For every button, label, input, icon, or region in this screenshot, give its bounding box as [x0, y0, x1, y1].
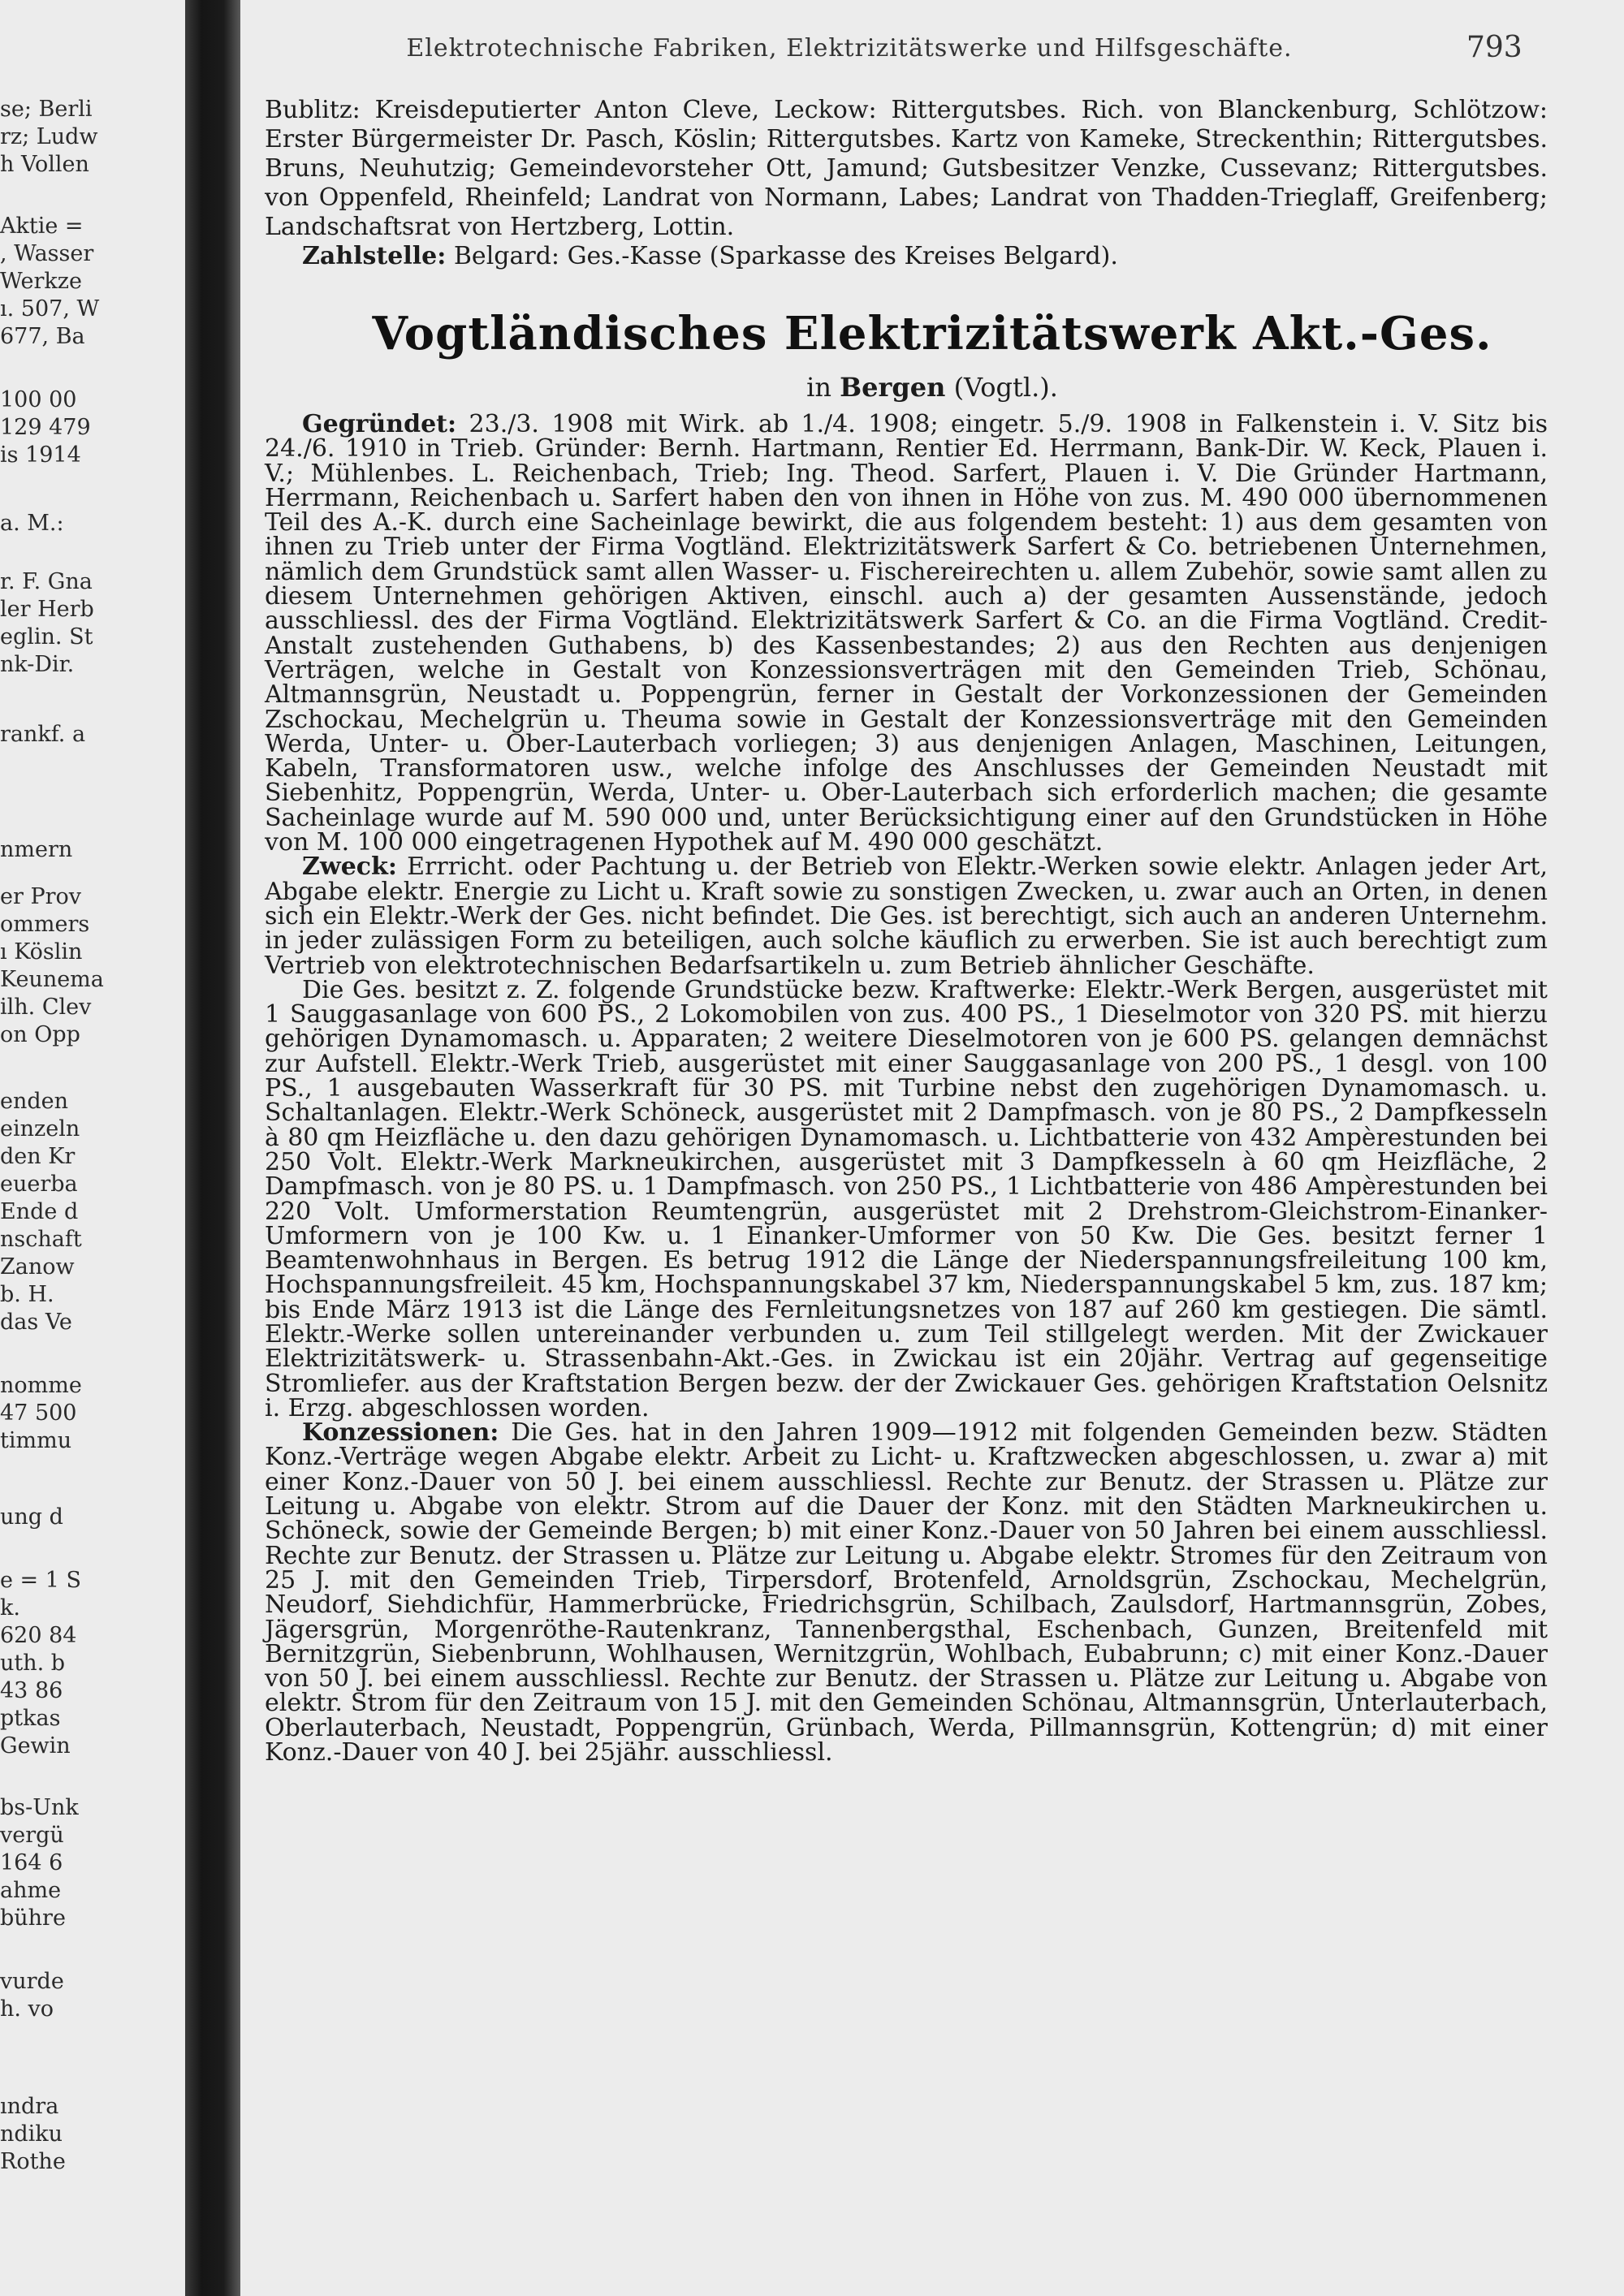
left-page-line: das Ve [0, 1310, 72, 1335]
left-page-line: r. F. Gna [0, 569, 93, 594]
konzessionen-text: Die Ges. hat in den Jahren 1909—1912 mit folgenden Gemeinden bezw. Städten Konz.-Verträge wegen Abgabe elektr. Arbeit zu Licht- u. Kraftzwecken abgeschlossen, u. zwar a) mit einer Konz.-Dauer von 50 J. bei einem ausschliessl. Rechte zur Benutz. der Strassen u. Plätze zur Leitung u. Abgabe von elektr. Strom auf die Dauer der Konz. mit den Städten Markneukirchen u. Schöneck, sowie der Gemeinde Bergen; b) mit einer Konz.-Dauer von 50 Jahren bei einem ausschliessl. Rechte zur Benutz. der Strassen u. Plätze zur Leitung u. Abgabe elektr. Stromes für den Zeitraum von 25 J. mit den Gemeinden Trieb, Tirpersdorf, Brotenfeld, Arnoldsgrün, Zschockau, Mechelgrün, Neudorf, Siehdichfür, Hammerbrücke, Friedrichsgrün, Schilbach, Zaulsdorf, Hartmannsgrün, Zobes, Jägersgrün, Morgenröthe-Rautenkranz, Tannenbergsthal, Eschenbach, Gunzen, Breitenfeld mit Bernitzgrün, Siebenbrunn, Wohlhausen, Wernitzgrün, Wohlbach, Eubabrunn; c) mit einer Konz.-Dauer von 50 J. bei einem ausschliessl. Rechte zur Benutz. der Strassen u. Plätze zur Leitung u. Abgabe von elektr. Strom für den Zeitraum von 15 J. mit den Gemeinden Schönau, Altmannsgrün, Unterlauterbach, Oberlauterbach, Neustadt, Poppengrün, Grünbach, Werda, Pillmannsgrün, Kottengrün; d) mit einer Konz.-Dauer von 40 J. bei 25jähr. ausschliessl. [265, 1418, 1548, 1767]
page-number: 793 [1466, 31, 1522, 64]
left-page-line: ahme [0, 1878, 62, 1903]
left-page-line: ındra [0, 2094, 59, 2119]
section-gegruendet [265, 412, 1548, 855]
left-page-line: vergü [0, 1823, 64, 1848]
location-suffix: (Vogtl.). [953, 372, 1058, 403]
left-page-line: ı. 507, W [0, 296, 100, 322]
left-page-line: on Opp [0, 1022, 80, 1047]
book-gutter [185, 0, 240, 2296]
left-page-line: timmu [0, 1428, 72, 1453]
company-title: Vogtländisches Elektrizitätswerk Akt.-Ges. [372, 307, 1492, 360]
left-page-line: ptkas [0, 1706, 61, 1731]
left-page-line: h. vo [0, 1996, 54, 2022]
left-page-line: ung d [0, 1504, 63, 1530]
left-page-line: rz; Ludw [0, 124, 98, 149]
page [240, 0, 1624, 2296]
left-page-line: Rothe [0, 2149, 66, 2174]
left-page-line: nk-Dir. [0, 652, 75, 677]
left-page-line: is 1914 [0, 442, 81, 468]
left-page-line: enden [0, 1089, 69, 1114]
left-page-line: 43 86 [0, 1678, 63, 1703]
grundstuecke-text: Die Ges. besitzt z. Z. folgende Grundstücke bezw. Kraftwerke: Elektr.-Werk Bergen, ausgerüstet mit 1 Sauggasanlage von 600 PS., 2 Lokomobilen von zus. 400 PS., 1 Dieselmotor von 320 PS. mit hierzu gehörigen Dynamomasch. u. Apparaten; 2 weitere Dieselmotoren von je 600 PS. gelangen demnächst zur Aufstell. Elektr.-Werk Trieb, ausgerüstet mit einer Sauggasanlage von 200 PS., 1 desgl. von 100 PS., 1 ausgebauten Wasserkraft für 30 PS. mit Turbine nebst den zugehörigen Dynamomasch. u. Schaltanlagen. Elektr.-Werk Schöneck, ausgerüstet mit 2 Dampfmasch. von je 80 PS., 2 Dampfkesseln à 80 qm Heizfläche u. den dazu gehörigen Dynamomasch. u. Lichtbatterie von 432 Ampèrestunden bei 250 Volt. Elektr.-Werk Markneukirchen, ausgerüstet mit 3 Dampfkesseln à 60 qm Heizfläche, 2 Dampfmasch. von je 80 PS. u. 1 Dampfmasch. von 250 PS., 1 Lichtbatterie von 486 Ampèrestunden bei 220 Volt. Umformerstation Reumtengrün, ausgerüstet mit 2 Drehstrom-Gleichstrom-Einanker-Umformern von je 100 Kw. u. 1 Einanker-Umformer von 50 Kw. Die Ges. besitzt ferner 1 Beamtenwohnhaus in Bergen. Es betrug 1912 die Länge der Niederspannungsfreileitung 100 km, Hochspannungsfreileit. 45 km, Hochspannungskabel 37 km, Niederspannungskabel 5 km, zus. 187 km; bis Ende März 1913 ist die Länge des Fernleitungsnetzes von 187 auf 260 km gestiegen. Die sämtl. Elektr.-Werke sollen untereinander verbunden u. zum Teil stillgelegt werden. Mit der Zwickauer Elektrizitätswerk- u. Strassenbahn-Akt.-Ges. in Zwickau ist ein 20jähr. Vertrag auf gegenseitige Stromliefer. aus der Kraftstation Bergen bezw. der der Zwickauer Ges. gehörigen Kraftstation Oelsnitz i. Erzg. abgeschlossen worden. [265, 975, 1548, 1422]
left-page-line: ler Herb [0, 597, 94, 622]
company-entry-body [265, 412, 1548, 1765]
left-page-line: vurde [0, 1969, 64, 1994]
left-page-line: 129 479 [0, 415, 91, 440]
left-page-line: k. [0, 1595, 20, 1621]
left-page-line: ı Köslin [0, 939, 83, 965]
gegruendet-label: Gegründet: [302, 410, 457, 438]
left-page-line: eglin. St [0, 624, 93, 650]
section-zweck [265, 852, 1548, 980]
left-page-line: uth. b [0, 1651, 66, 1676]
left-page-line: 164 6 [0, 1850, 63, 1875]
left-page-line: e = 1 S [0, 1568, 82, 1593]
location-prefix: in [806, 372, 831, 403]
left-page-line: Ende d [0, 1199, 79, 1224]
zahlstelle-line [265, 242, 1548, 271]
left-page-line: bühre [0, 1905, 66, 1931]
section-grundstuecke [265, 975, 1548, 1422]
left-page-line: 100 00 [0, 387, 77, 412]
left-page-line: den Kr [0, 1144, 76, 1169]
left-page-line: ndiku [0, 2121, 63, 2147]
left-page-line: ilh. Clev [0, 995, 92, 1020]
left-page-line: se; Berli [0, 97, 93, 122]
section-konzessionen [265, 1418, 1548, 1767]
location-city: Bergen [840, 372, 946, 403]
left-page-line: h Vollen [0, 152, 89, 177]
zweck-label: Zweck: [302, 852, 397, 882]
zahlstelle-text: Belgard: Ges.-Kasse (Sparkasse des Kreises Belgard). [453, 242, 1118, 270]
left-page-line: nmern [0, 837, 73, 862]
previous-entry [265, 96, 1548, 271]
left-page-line: Zanow [0, 1254, 75, 1280]
left-page-line: bs-Unk [0, 1795, 79, 1820]
zweck-text: Errricht. oder Pachtung u. der Betrieb von Elektr.-Werken sowie elektr. Anlagen jeder Art, Abgabe elektr. Energie zu Licht u. Kraft sowie zu sonstigen Zwecken, u. zwar auch an Orten, in denen sich ein Elektr.-Werk der Ges. nicht befindet. Die Ges. ist berechtigt, sich auch an anderen Unternehm. in jeder zulässigen Form zu beteiligen, auch solche käuflich zu erwerben. Sie ist auch berechtigt zum Vertrieb von elektrotechnischen Bedarfsartikeln u. zum Betrieb ähnlicher Geschäfte. [265, 852, 1548, 980]
left-page-line: 620 84 [0, 1623, 77, 1648]
previous-entry-text: Bublitz: Kreisdeputierter Anton Cleve, Leckow: Rittergutsbes. Rich. von Blanckenburg, Schlötzow: Erster Bürgermeister Dr. Pasch, Köslin; Rittergutsbes. Kartz von Kameke, Streckenthin; Rittergutsbes. Bruns, Neuhutzig; Gemeindevorsteher Ott, Jamund; Gutsbesitzer Venzke, Cussevanz; Rittergutsbes. von Oppenfeld, Rheinfeld; Landrat von Normann, Labes; Landrat von Thadden-Trieglaff, Greifenberg; Landschaftsrat von Hertzberg, Lottin. [265, 96, 1548, 241]
left-page-line: einzeln [0, 1116, 80, 1142]
left-page-line: Gewin [0, 1733, 71, 1759]
left-page-fragment [0, 0, 185, 2296]
left-page-line: Werkze [0, 269, 82, 294]
left-page-line: b. H. [0, 1282, 54, 1307]
konzessionen-label: Konzessionen: [302, 1418, 499, 1448]
zahlstelle-label: Zahlstelle: [302, 242, 447, 270]
left-page-line: a. M.: [0, 511, 64, 536]
left-page-line: Keunema [0, 967, 104, 992]
left-page-line: 677, Ba [0, 324, 85, 349]
left-page-line: euerba [0, 1172, 78, 1197]
left-page-line: 47 500 [0, 1400, 77, 1426]
left-page-line: ommers [0, 912, 90, 937]
left-page-line: Aktie = [0, 214, 84, 239]
left-page-line: , Wasser [0, 241, 94, 266]
left-page-line: er Prov [0, 884, 82, 909]
running-head: Elektrotechnische Fabriken, Elektrizitätswerke und Hilfsgeschäfte. [406, 34, 1293, 63]
left-page-line: nschaft [0, 1227, 82, 1252]
left-page-line: nomme [0, 1373, 82, 1398]
company-location [240, 372, 1624, 403]
left-page-line: rankf. a [0, 722, 86, 747]
gegruendet-text: 23./3. 1908 mit Wirk. ab 1./4. 1908; eingetr. 5./9. 1908 in Falkenstein i. V. Sitz bis 24./6. 1910 in Trieb. Gründer: Bernh. Hartmann, Rentier Ed. Herrmann, Bank-Dir. W. Keck, Plauen i. V.; Mühlenbes. L. Reichenbach, Trieb; Ing. Theod. Sarfert, Plauen i. V. Die Gründer Hartmann, Herrmann, Reichenbach u. Sarfert haben den von ihnen in Höhe von zus. M. 490 000 übernommenen Teil des A.-K. durch eine Sacheinlage bewirkt, die aus folgendem besteht: 1) aus dem gesamten von ihnen zu Trieb unter der Firma Vogtländ. Elektrizitätswerk Sarfert & Co. betriebenen Unternehmen, nämlich dem Grundstück samt allen Wasser- u. Fischereirechten u. allem Zubehör, sowie samt allen zu diesem Unternehmen gehörigen Aktiven, einschl. auch a) der gesamten Aussenstände, jedoch ausschliessl. des der Firma Vogtländ. Elektrizitätswerk Sarfert & Co. an die Firma Vogtländ. Credit-Anstalt zustehenden Guthabens, b) des Kassenbestandes; 2) aus den Rechten aus denjenigen Verträgen, welche in Gestalt von Konzessionsverträgen mit den Gemeinden Trieb, Schönau, Altmannsgrün, Neustadt u. Poppengrün, ferner in Gestalt der Vorkonzessionen der Gemeinden Zschockau, Mechelgrün u. Theuma sowie in Gestalt der Konzessionsverträge mit den Gemeinden Werda, Unter- u. Ober-Lauterbach vorliegen; 3) aus denjenigen Anlagen, Maschinen, Leitungen, Kabeln, Transformatoren usw., welche infolge des Anschlusses der Gemeinden Neustadt mit Siebenhitz, Poppengrün, Werda, Unter- u. Ober-Lauterbach sich erforderlich machen; die gesamte Sacheinlage wurde auf M. 590 000 und, unter Berücksichtigung einer auf den Grundstücken in Höhe von M. 100 000 eingetragenen Hypothek auf M. 490 000 geschätzt. [265, 410, 1548, 857]
